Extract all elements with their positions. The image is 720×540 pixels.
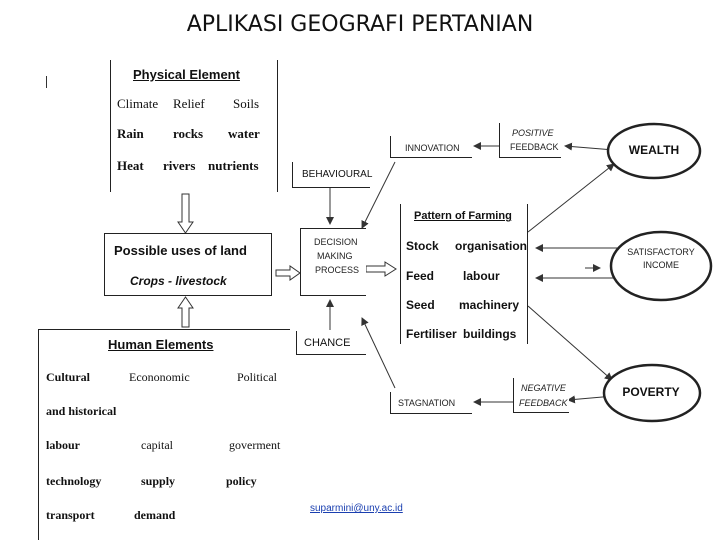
human-government: goverment [229,438,281,452]
physical-element-box [110,60,278,192]
stagnation-label: STAGNATION [398,398,456,408]
satisfactory-line-2: INCOME [643,260,679,270]
physical-rocks: rocks [173,126,204,141]
behavioural-box [292,162,373,188]
arrow-possible-to-decision [276,266,300,280]
arrow-pattern-to-poverty [528,306,612,380]
physical-rivers: rivers [163,158,196,173]
arrow-stagnation-to-pattern [362,318,395,388]
negative-line-2: FEEDBACK [519,398,568,408]
human-elements-box [38,329,290,540]
satisfactory-line-1: SATISFACTORY [627,247,695,257]
pattern-feed: Feed [406,269,435,283]
chance-label: CHANCE [304,337,351,349]
human-economic: Econonomic [129,370,190,384]
arrow-human-to-possible [178,297,193,327]
positive-line-2: FEEDBACK [510,142,559,152]
possible-heading: Possible uses of land [114,243,247,258]
wealth-label: WEALTH [628,143,680,157]
decision-line-1: DECISION [314,237,358,247]
chance-box [296,331,366,355]
arrow-physical-to-possible [178,194,193,233]
negative-line-1: NEGATIVE [521,383,566,393]
stagnation-box [390,392,472,414]
poverty-label: POVERTY [622,385,680,399]
innovation-label: INNOVATION [405,143,460,153]
human-cultural: Cultural [46,370,91,384]
human-demand: demand [134,508,176,522]
human-historical: and historical [46,404,117,418]
decision-line-2: MAKING [317,251,353,261]
human-supply: supply [141,474,176,488]
positive-feedback-box [499,123,561,158]
pattern-fertiliser: Fertiliser [406,327,457,341]
possible-sub: Crops - livestock [130,274,227,288]
pattern-labour: labour [463,269,500,283]
page-title: APLIKASI GEOGRAFI PERTANIAN [186,12,534,37]
decision-line-3: PROCESS [315,265,360,275]
human-heading: Human Elements [108,337,214,352]
physical-heading: Physical Element [133,67,240,82]
positive-line-1: POSITIVE [512,128,554,138]
pattern-machinery: machinery [459,298,520,312]
arrow-decision-to-pattern [366,262,396,276]
negative-feedback-box [513,378,569,413]
arrow-wealth-to-positive [565,146,614,150]
human-labour: labour [46,438,81,452]
decision-box [300,228,366,296]
email-link[interactable]: suparmini@uny.ac.id [310,503,403,514]
human-capital: capital [141,438,173,452]
pattern-heading: Pattern of Farming [414,210,512,222]
human-policy: policy [226,474,257,488]
pattern-stock: Stock [406,239,439,253]
pattern-buildings: buildings [463,327,517,341]
pattern-box [400,204,528,344]
behavioural-label: BEHAVIOURAL [302,169,373,180]
physical-rain: Rain [117,126,144,141]
pattern-seed: Seed [406,298,435,312]
human-transport: transport [46,508,95,522]
physical-water: water [228,126,260,141]
human-political: Political [237,370,277,384]
human-technology: technology [46,474,102,488]
innovation-box [390,136,472,158]
arrow-pattern-to-wealth [528,164,614,232]
physical-nutrients: nutrients [208,158,259,173]
physical-heat: Heat [117,158,144,173]
physical-soils: Soils [233,96,260,111]
physical-relief: Relief [173,96,205,111]
physical-climate: Climate [117,96,159,111]
pattern-organisation: organisation [455,239,528,253]
possible-uses-box [104,233,272,296]
